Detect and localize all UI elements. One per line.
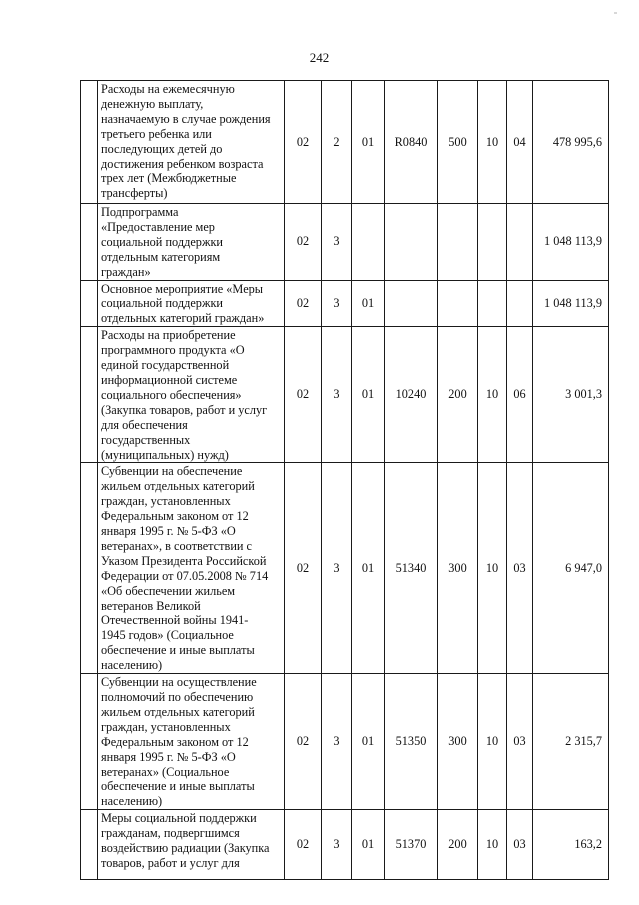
amount-cell: 6 947,0 [533, 463, 609, 674]
number-cell [81, 280, 98, 327]
amount-cell: 478 995,6 [533, 81, 609, 204]
direction-cell [385, 280, 438, 327]
activity-cell: 01 [352, 280, 385, 327]
number-cell [81, 674, 98, 810]
program-cell: 02 [285, 280, 322, 327]
subsection-cell: 03 [507, 810, 533, 880]
subsection-cell [507, 204, 533, 281]
activity-cell: 01 [352, 810, 385, 880]
name-cell: Подпрограмма «Предоставление мер социальной поддержки отдельным категориям граждан» [98, 204, 285, 281]
subprogram-cell: 3 [322, 463, 352, 674]
expense-type-cell: 200 [438, 810, 478, 880]
table-row [81, 81, 609, 204]
section-cell [478, 280, 507, 327]
direction-cell: 51370 [385, 810, 438, 880]
expense-type-cell: 300 [438, 463, 478, 674]
table-row [81, 463, 609, 674]
section-cell [478, 204, 507, 281]
table-row [81, 327, 609, 463]
scan-artifact [614, 12, 617, 14]
number-cell [81, 327, 98, 463]
amount-cell: 163,2 [533, 810, 609, 880]
section-cell: 10 [478, 463, 507, 674]
program-cell: 02 [285, 204, 322, 281]
program-cell: 02 [285, 674, 322, 810]
number-cell [81, 204, 98, 281]
table-row [81, 280, 609, 327]
table-row [81, 810, 609, 880]
name-cell: Расходы на приобретение программного продукта «О единой государственной информационной системе социального обеспечения» (Закупка товаров, работ и услуг для обеспечения государственных (муниципальных) нужд) [98, 327, 285, 463]
amount-cell: 2 315,7 [533, 674, 609, 810]
expense-type-cell [438, 280, 478, 327]
section-cell: 10 [478, 810, 507, 880]
subsection-cell: 04 [507, 81, 533, 204]
direction-cell [385, 204, 438, 281]
direction-cell: 10240 [385, 327, 438, 463]
subsection-cell [507, 280, 533, 327]
direction-cell: 51340 [385, 463, 438, 674]
activity-cell: 01 [352, 327, 385, 463]
budget-table [80, 80, 609, 880]
expense-type-cell: 300 [438, 674, 478, 810]
expense-type-cell [438, 204, 478, 281]
expense-type-cell: 500 [438, 81, 478, 204]
program-cell: 02 [285, 327, 322, 463]
subprogram-cell: 2 [322, 81, 352, 204]
activity-cell: 01 [352, 463, 385, 674]
subprogram-cell: 3 [322, 810, 352, 880]
expense-type-cell: 200 [438, 327, 478, 463]
program-cell: 02 [285, 463, 322, 674]
table-row [81, 204, 609, 281]
program-cell: 02 [285, 81, 322, 204]
name-cell: Субвенции на осуществление полномочий по обеспечению жильем отдельных категорий граждан, установленных Федеральным законом от 12 января 1995 г. № 5-ФЗ «О ветеранах» (Социальное обеспечение и иные выплаты населению) [98, 674, 285, 810]
direction-cell: R0840 [385, 81, 438, 204]
program-cell: 02 [285, 810, 322, 880]
amount-cell: 1 048 113,9 [533, 280, 609, 327]
section-cell: 10 [478, 674, 507, 810]
table-row [81, 674, 609, 810]
subprogram-cell: 3 [322, 280, 352, 327]
subprogram-cell: 3 [322, 674, 352, 810]
activity-cell: 01 [352, 674, 385, 810]
amount-cell: 1 048 113,9 [533, 204, 609, 281]
activity-cell: 01 [352, 81, 385, 204]
subsection-cell: 03 [507, 463, 533, 674]
direction-cell: 51350 [385, 674, 438, 810]
number-cell [81, 463, 98, 674]
name-cell: Основное мероприятие «Меры социальной поддержки отдельных категорий граждан» [98, 280, 285, 327]
name-cell: Меры социальной поддержки гражданам, подвергшимся воздействию радиации (Закупка товаров, работ и услуг для [98, 810, 285, 880]
section-cell: 10 [478, 327, 507, 463]
subsection-cell: 06 [507, 327, 533, 463]
page-number: 242 [309, 50, 330, 65]
activity-cell [352, 204, 385, 281]
subsection-cell: 03 [507, 674, 533, 810]
name-cell: Расходы на ежемесячную денежную выплату, назначаемую в случае рождения третьего ребенка или последующих детей до достижения ребенком возраста трех лет (Межбюджетные трансферты) [98, 81, 285, 204]
name-cell: Субвенции на обеспечение жильем отдельных категорий граждан, установленных Федеральным законом от 12 января 1995 г. № 5-ФЗ «О ветеранах», в соответствии с Указом Президента Российской Федерации от 07.05.2008 № 714 «Об обеспечении жильем ветеранов Великой Отечественной войны 1941- 1945 годов» (Социальное обеспечение и иные выплаты населению) [98, 463, 285, 674]
section-cell: 10 [478, 81, 507, 204]
number-cell [81, 810, 98, 880]
amount-cell: 3 001,3 [533, 327, 609, 463]
subprogram-cell: 3 [322, 327, 352, 463]
subprogram-cell: 3 [322, 204, 352, 281]
number-cell [81, 81, 98, 204]
